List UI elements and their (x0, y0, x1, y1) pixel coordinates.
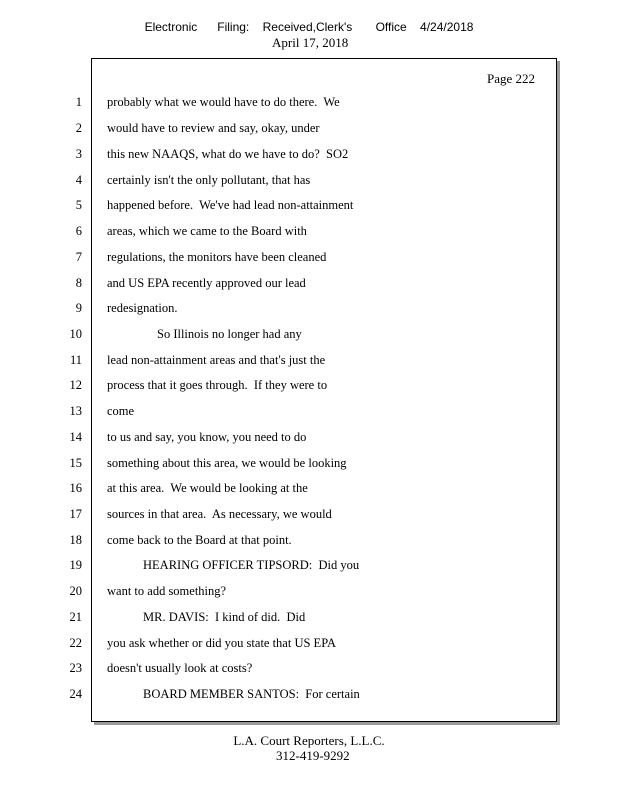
line-number: 8 (75, 276, 82, 290)
line-text: certainly isn't the only pollutant, that has (107, 173, 311, 187)
line-number: 16 (69, 481, 82, 495)
line-number: 14 (69, 430, 82, 444)
line-text: sources in that area. As necessary, we would (107, 507, 332, 521)
line-number: 11 (69, 353, 82, 367)
line-number: 3 (75, 147, 82, 161)
line-number: 22 (69, 636, 82, 650)
line-number: 18 (69, 533, 82, 547)
line-text: So Illinois no longer had any (157, 327, 302, 341)
line-text: this new NAAQS, what do we have to do? SO2 (107, 147, 349, 161)
line-text: MR. DAVIS: I kind of did. Did (143, 610, 306, 624)
line-text: probably what we would have to do there. We (107, 95, 340, 109)
line-text: come (107, 404, 135, 418)
line-text: doesn't usually look at costs? (107, 661, 253, 675)
line-number: 13 (69, 404, 82, 418)
line-number: 15 (69, 456, 82, 470)
line-text: to us and say, you know, you need to do (107, 430, 307, 444)
line-text: want to add something? (107, 584, 227, 598)
line-number: 5 (75, 198, 82, 212)
hearing-date: April 17, 2018 (272, 35, 349, 50)
line-text: BOARD MEMBER SANTOS: For certain (143, 687, 360, 701)
line-number: 2 (75, 121, 82, 135)
line-text: process that it goes through. If they were to (107, 378, 328, 392)
line-number: 19 (69, 558, 82, 572)
line-text: happened before. We've had lead non-attainment (107, 198, 354, 212)
line-number: 7 (75, 250, 82, 264)
line-number: 24 (69, 687, 82, 701)
line-text: redesignation. (107, 301, 178, 315)
line-number: 23 (69, 661, 82, 675)
line-text: regulations, the monitors have been cleaned (107, 250, 327, 264)
line-text: HEARING OFFICER TIPSORD: Did you (143, 558, 360, 572)
line-text: lead non-attainment areas and that's just the (107, 353, 326, 367)
court-reporter-phone: 312-419-9292 (276, 748, 350, 763)
page-number: Page 222 (487, 71, 536, 86)
line-number: 21 (69, 610, 82, 624)
line-text: at this area. We would be looking at the (107, 481, 308, 495)
line-number: 1 (75, 95, 82, 109)
line-text: something about this area, we would be looking (107, 456, 347, 470)
line-number: 4 (75, 173, 82, 187)
line-number: 17 (69, 507, 82, 521)
court-reporter-name: L.A. Court Reporters, L.L.C. (233, 733, 385, 748)
line-number: 20 (69, 584, 82, 598)
line-text: and US EPA recently approved our lead (107, 276, 306, 290)
line-text: would have to review and say, okay, under (107, 121, 320, 135)
line-text: areas, which we came to the Board with (107, 224, 307, 238)
electronic-filing-header: Electronic Filing: Received,Clerk's Office 4/24/2018 (144, 20, 474, 34)
line-text: come back to the Board at that point. (107, 533, 292, 547)
line-number: 12 (69, 378, 82, 392)
line-number: 10 (69, 327, 82, 341)
line-number: 9 (75, 301, 82, 315)
line-number: 6 (75, 224, 82, 238)
line-text: you ask whether or did you state that US EPA (107, 636, 337, 650)
